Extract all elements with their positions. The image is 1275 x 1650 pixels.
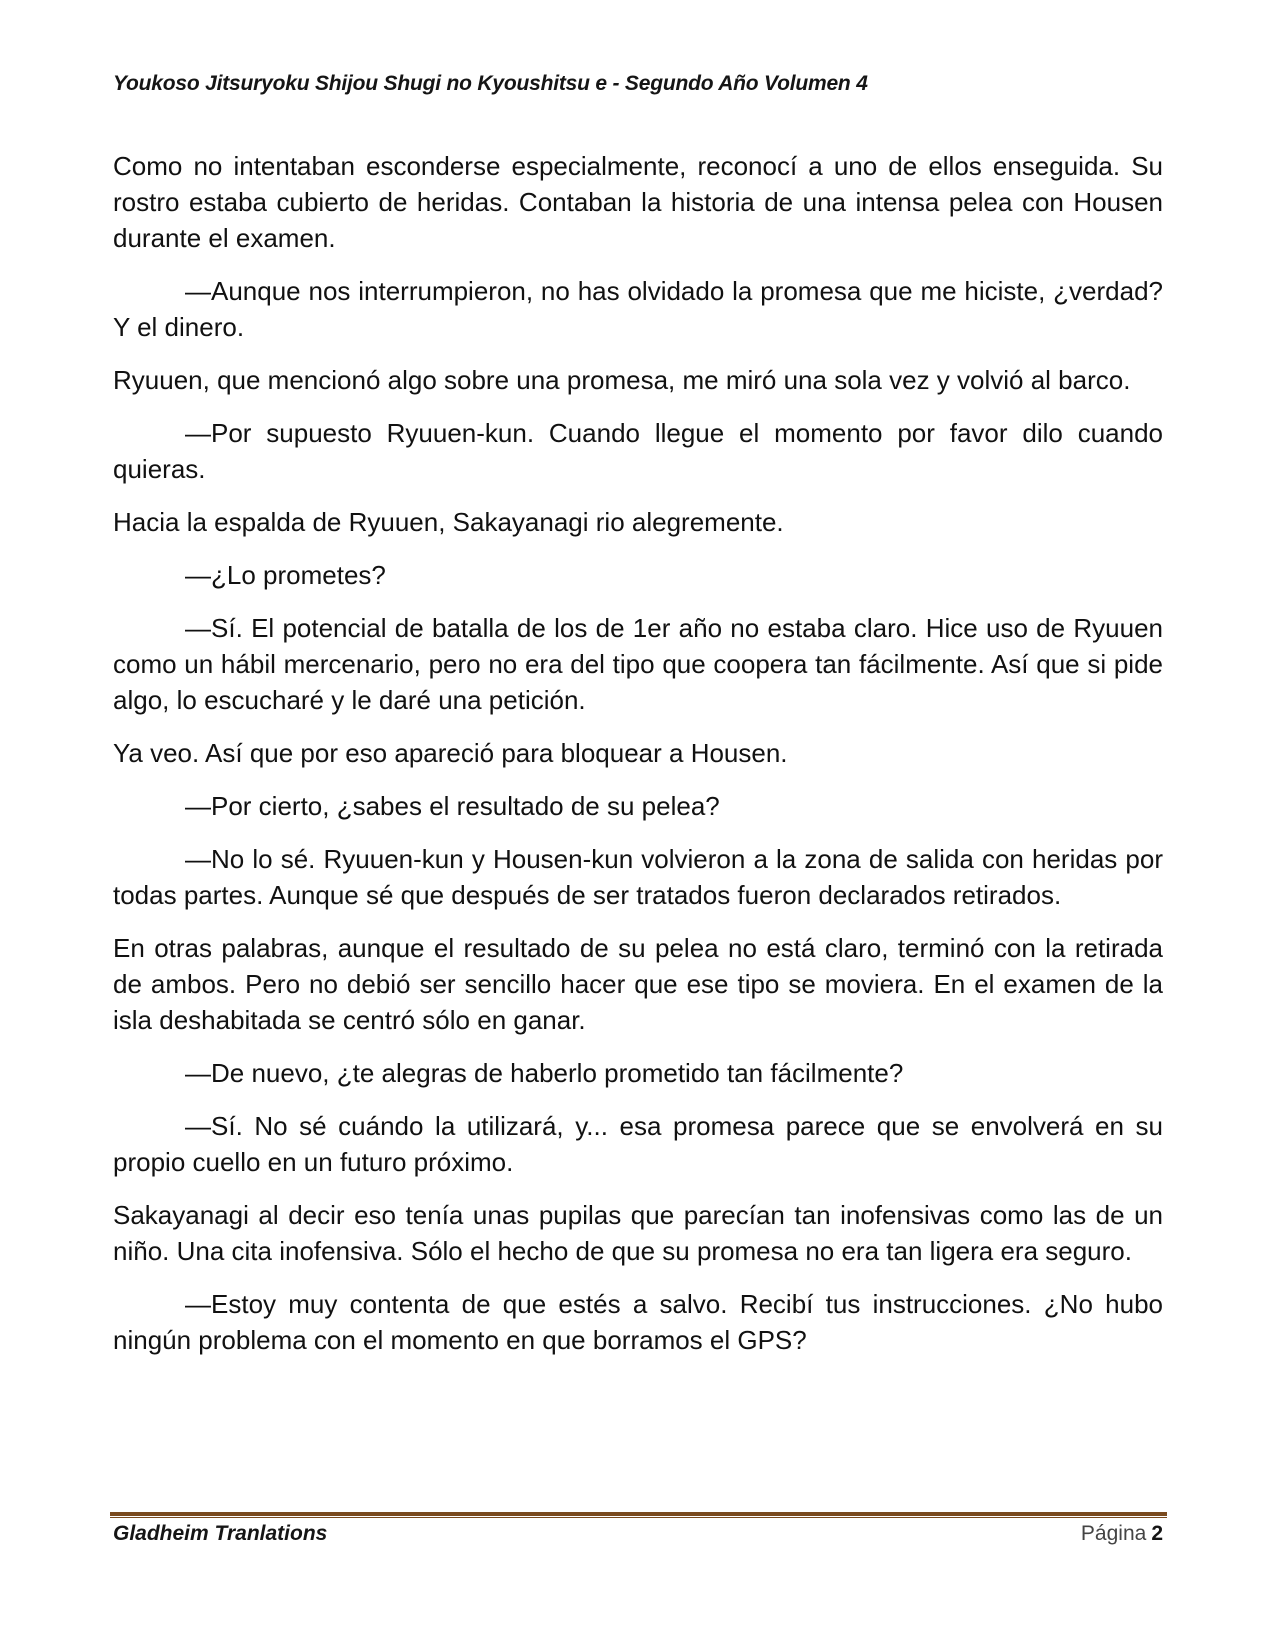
paragraph-dialogue: —No lo sé. Ryuuen-kun y Housen-kun volvieron a la zona de salida con heridas por todas partes. Aunque sé que después de ser tratados fueron declarados retirados. [113,844,1163,910]
paragraph-narration: Sakayanagi al decir eso tenía unas pupilas que parecían tan inofensivas como las de un niño. Una cita inofensiva. Sólo el hecho de que su promesa no era tan ligera era seguro. [113,1200,1163,1266]
paragraph-narration: Hacia la espalda de Ryuuen, Sakayanagi rio alegremente. [113,507,784,537]
paragraph-narration: Ryuuen, que mencionó algo sobre una promesa, me miró una sola vez y volvió al barco. [113,365,1131,395]
paragraph-narration: Como no intentaban esconderse especialmente, reconocí a uno de ellos enseguida. Su rostro estaba cubierto de heridas. Contaban la historia de una intensa pelea con Housen durante el examen. [113,151,1163,253]
footer-credit: Gladheim Tranlations [113,1522,328,1545]
paragraph-dialogue: —¿Lo prometes? [185,560,386,590]
paragraph-dialogue: —Sí. El potencial de batalla de los de 1er año no estaba claro. Hice uso de Ryuuen como un hábil mercenario, pero no era del tipo que coopera tan fácilmente. Así que si pide algo, lo escucharé y le daré una petición. [113,613,1163,715]
paragraph-narration: Ya veo. Así que por eso apareció para bloquear a Housen. [113,738,788,768]
page-number-block [1081,1522,1163,1546]
page-number: 2 [1151,1522,1163,1545]
page-header-title: Youkoso Jitsuryoku Shijou Shugi no Kyoushitsu e - Segundo Año Volumen 4 [113,72,868,95]
paragraph-dialogue: —Aunque nos interrumpieron, no has olvidado la promesa que me hiciste, ¿verdad? Y el dinero. [113,276,1163,342]
paragraph-dialogue: —Por cierto, ¿sabes el resultado de su pelea? [185,791,720,821]
paragraph-dialogue: —Estoy muy contenta de que estés a salvo. Recibí tus instrucciones. ¿No hubo ningún problema con el momento en que borramos el GPS? [113,1289,1163,1355]
footer-divider-thin [110,1517,1167,1518]
paragraph-dialogue: —Sí. No sé cuándo la utilizará, y... esa promesa parece que se envolverá en su propio cuello en un futuro próximo. [113,1111,1163,1177]
footer-divider [110,1512,1167,1519]
page-label: Página [1080,1522,1147,1545]
paragraph-dialogue: —Por supuesto Ryuuen-kun. Cuando llegue el momento por favor dilo cuando quieras. [113,418,1163,484]
paragraph-dialogue: —De nuevo, ¿te alegras de haberlo prometido tan fácilmente? [185,1058,904,1088]
footer-divider-thick [110,1512,1167,1516]
document-body [113,148,1163,1375]
paragraph-narration: En otras palabras, aunque el resultado de su pelea no está claro, terminó con la retirada de ambos. Pero no debió ser sencillo hacer que ese tipo se moviera. En el examen de la isla deshabitada se centró sólo en ganar. [113,933,1163,1035]
